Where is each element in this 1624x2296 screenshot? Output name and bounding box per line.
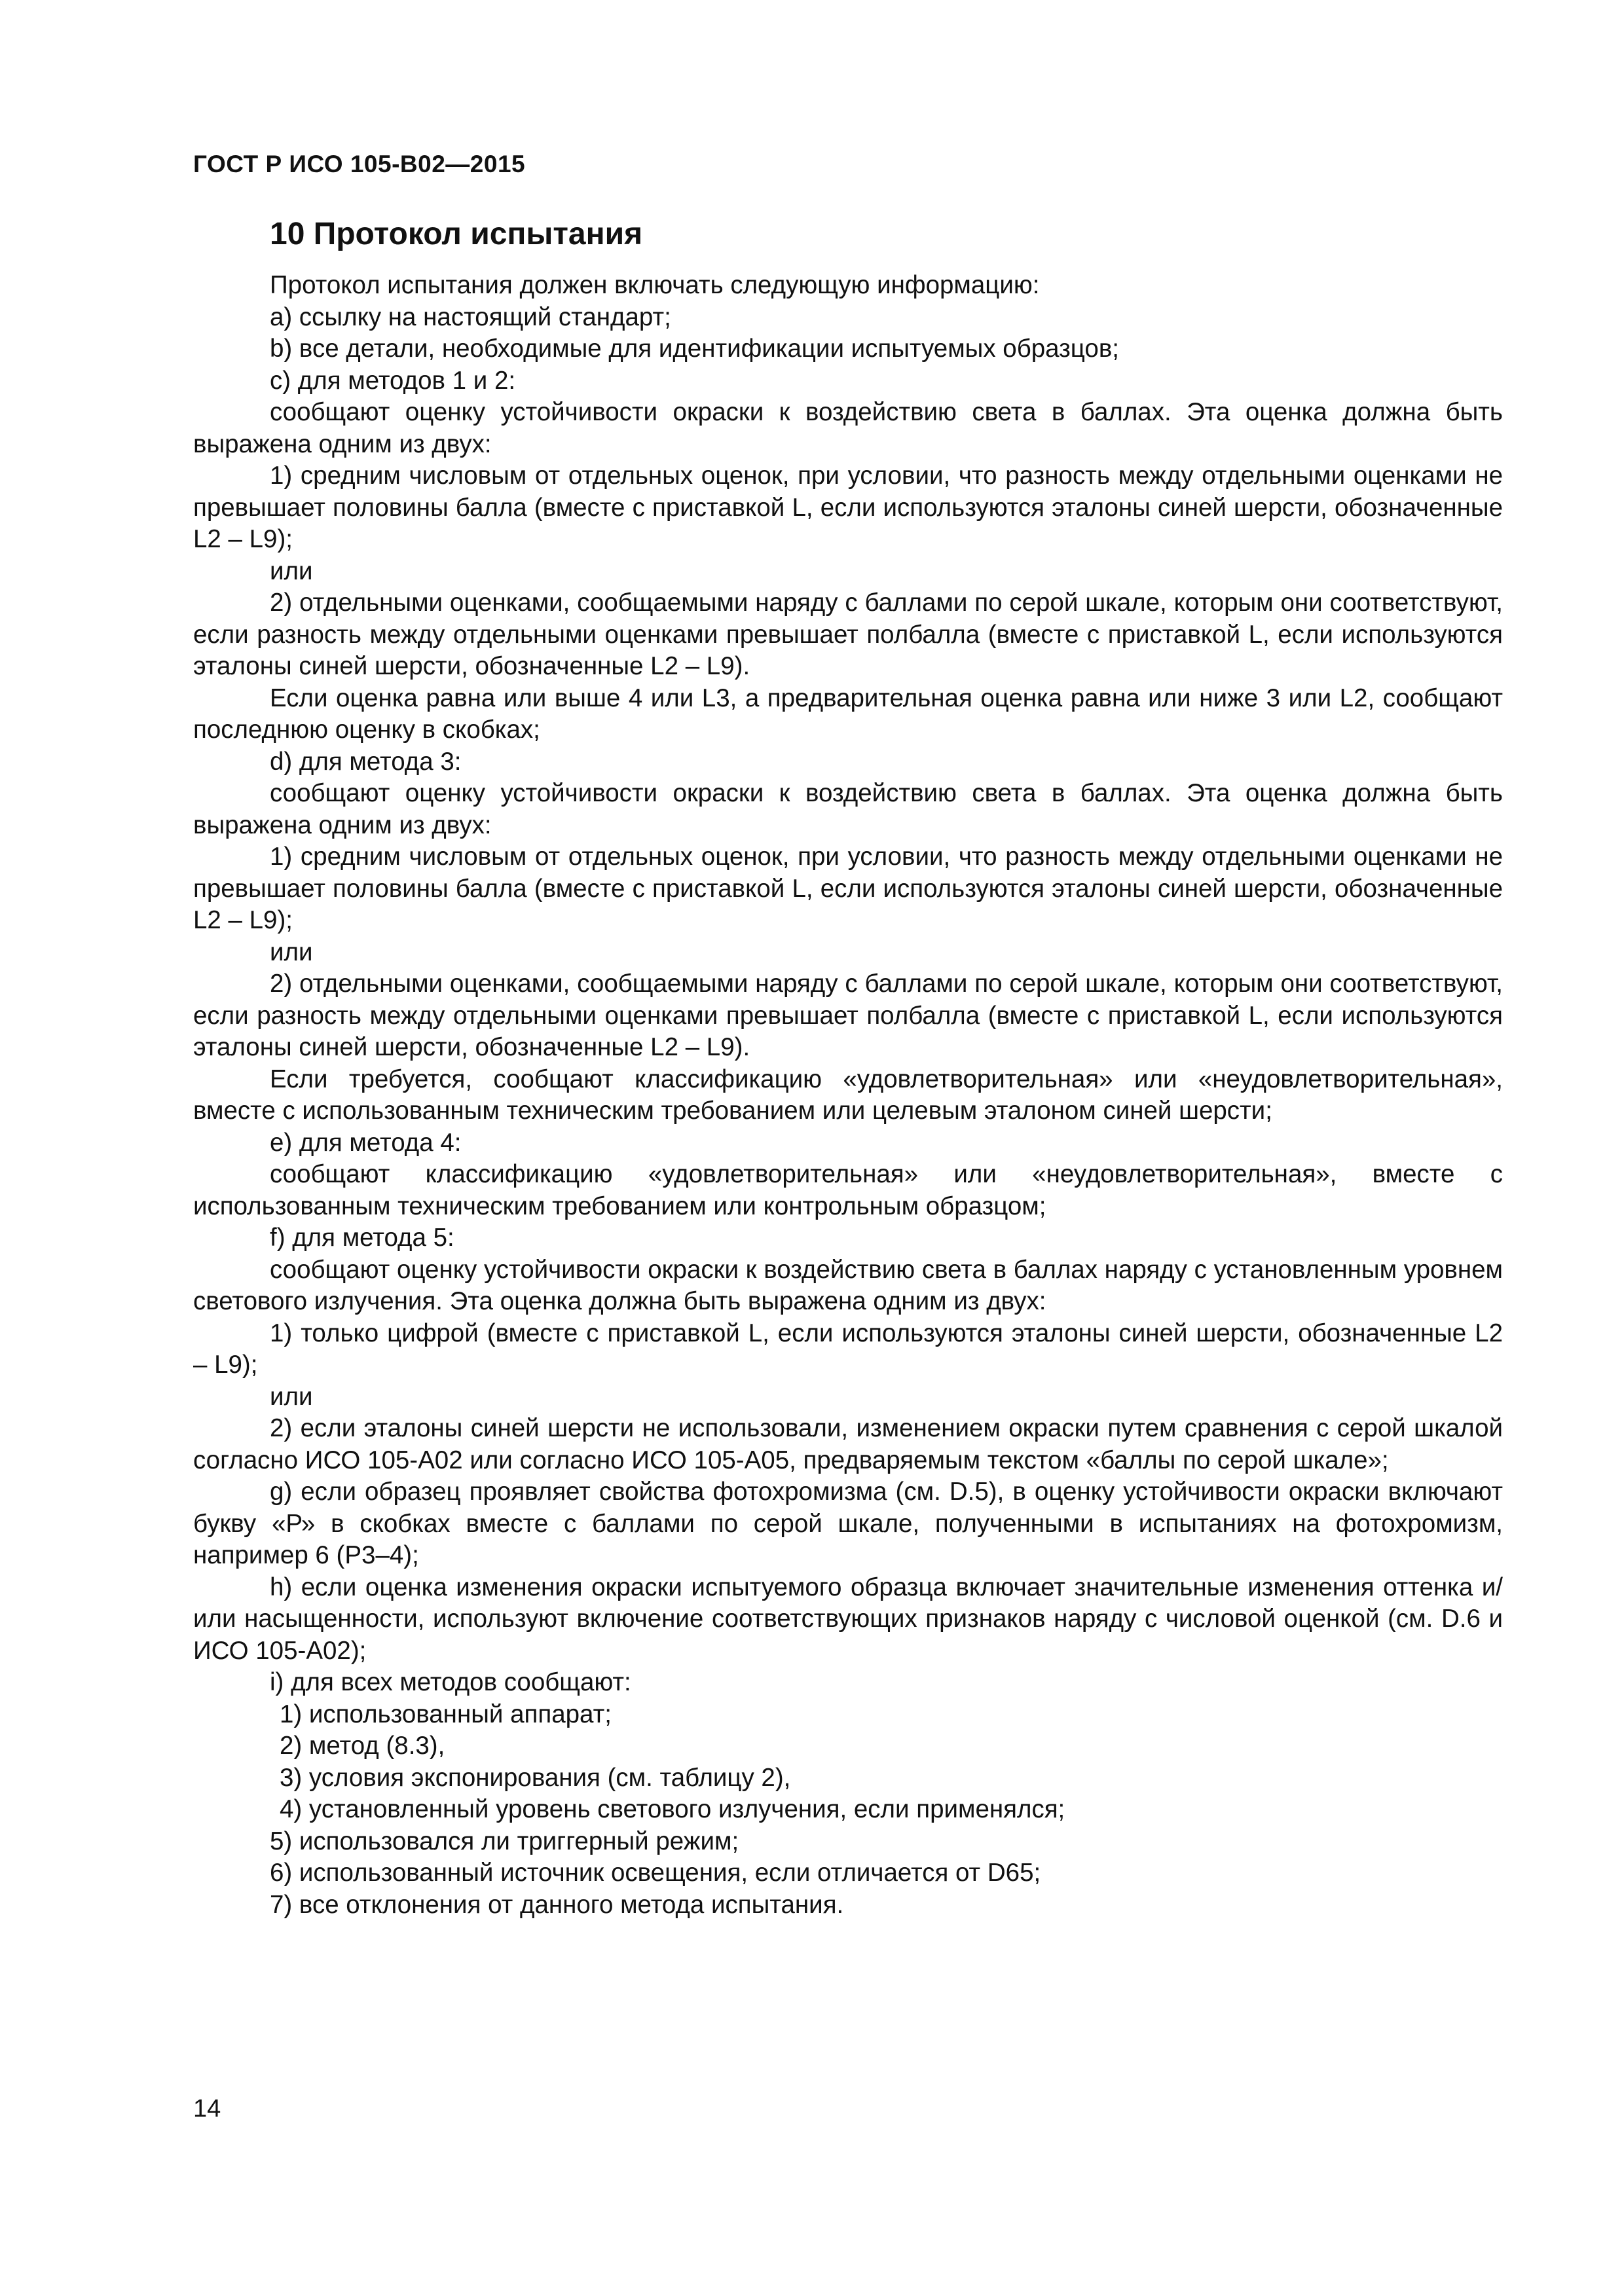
list-item: 3) условия экспонирования (см. таблицу 2), <box>280 1763 791 1792</box>
list-item: c) для методов 1 и 2: <box>270 366 516 395</box>
list-item: 7) все отклонения от данного метода испытания. <box>270 1890 844 1919</box>
list-item: 1) средним числовым от отдельных оценок, при условии, что разность между отдельными оценками не превышает половины балла (вместе с приставкой L, если используются эталоны синей шерсти, обозначенные L2 – L9); <box>193 843 1503 934</box>
paragraph: или <box>270 556 313 585</box>
list-item: i) для всех методов сообщают: <box>270 1668 631 1696</box>
list-item: 4) установленный уровень светового излучения, если применялся; <box>280 1795 1065 1823</box>
section-title: 10 Протокол испытания <box>270 217 643 251</box>
paragraph: сообщают оценку устойчивости окраски к воздействию света в баллах. Эта оценка должна быть выражена одним из двух: <box>193 398 1503 458</box>
page-number: 14 <box>193 2095 221 2123</box>
list-item: 1) использованный аппарат; <box>280 1700 612 1728</box>
paragraph: сообщают оценку устойчивости окраски к воздействию света в баллах. Эта оценка должна быть выражена одним из двух: <box>193 779 1503 839</box>
list-item: b) все детали, необходимые для идентификации испытуемых образцов; <box>270 335 1119 363</box>
list-item: d) для метода 3: <box>270 747 462 776</box>
list-item: e) для метода 4: <box>270 1128 462 1157</box>
paragraph: Если требуется, сообщают классификацию «удовлетворительная» или «неудовлетворительная», вместе с использованным техническим требованием или целевым эталоном синей шерсти; <box>193 1065 1503 1125</box>
section-body <box>193 270 1503 1921</box>
paragraph: или <box>270 938 313 966</box>
list-item: h) если оценка изменения окраски испытуемого образца включает значительные изменения оттенка и/или насыщенности, используют включение соответствующих признаков наряду с числовой оценкой (см. D.6 и ИСО 105-A02); <box>193 1573 1503 1665</box>
list-item: 1) только цифрой (вместе с приставкой L, если используются эталоны синей шерсти, обозначенные L2 – L9); <box>193 1319 1503 1379</box>
paragraph: Если оценка равна или выше 4 или L3, а предварительная оценка равна или ниже 3 или L2, сообщают последнюю оценку в скобках; <box>193 683 1503 744</box>
paragraph: Протокол испытания должен включать следующую информацию: <box>270 271 1040 299</box>
list-item: 2) отдельными оценками, сообщаемыми наряду с баллами по серой шкале, которым они соответствуют, если разность между отдельными оценками превышает полбалла (вместе с приставкой L, если используются эталоны синей шерсти, обозначенные L2 – L9). <box>193 970 1503 1061</box>
list-item: a) ссылку на настоящий стандарт; <box>270 302 671 331</box>
paragraph: или <box>270 1382 313 1411</box>
list-item: f) для метода 5: <box>270 1224 454 1252</box>
paragraph: сообщают классификацию «удовлетворительная» или «неудовлетворительная», вместе с использованным техническим требованием или контрольным образцом; <box>193 1160 1503 1220</box>
list-item: g) если образец проявляет свойства фотохромизма (см. D.5), в оценку устойчивости окраски включают букву «Р» в скобках вместе с баллами по серой шкале, полученными в испытаниях на фотохромизм, например 6 (Р3–4); <box>193 1478 1503 1569</box>
list-item: 2) метод (8.3), <box>280 1732 445 1760</box>
list-item: 2) отдельными оценками, сообщаемыми наряду с баллами по серой шкале, которым они соответствуют, если разность между отдельными оценками превышает полбалла (вместе с приставкой L, если используются эталоны синей шерсти, обозначенные L2 – L9). <box>193 589 1503 680</box>
list-item: 5) использовался ли триггерный режим; <box>270 1827 739 1855</box>
list-item: 1) средним числовым от отдельных оценок, при условии, что разность между отдельными оценками не превышает половины балла (вместе с приставкой L, если используются эталоны синей шерсти, обозначенные L2 – L9); <box>193 462 1503 553</box>
list-item: 6) использованный источник освещения, если отличается от D65; <box>270 1859 1041 1887</box>
paragraph: сообщают оценку устойчивости окраски к воздействию света в баллах наряду с установленным уровнем светового излучения. Эта оценка должна быть выражена одним из двух: <box>193 1255 1503 1315</box>
document-header: ГОСТ Р ИСО 105-B02—2015 <box>193 151 526 177</box>
list-item: 2) если эталоны синей шерсти не использовали, изменением окраски путем сравнения с серой шкалой согласно ИСО 105-A02 или согласно ИСО 105-A05, предваряемым текстом «баллы по серой шкале»; <box>193 1414 1503 1474</box>
